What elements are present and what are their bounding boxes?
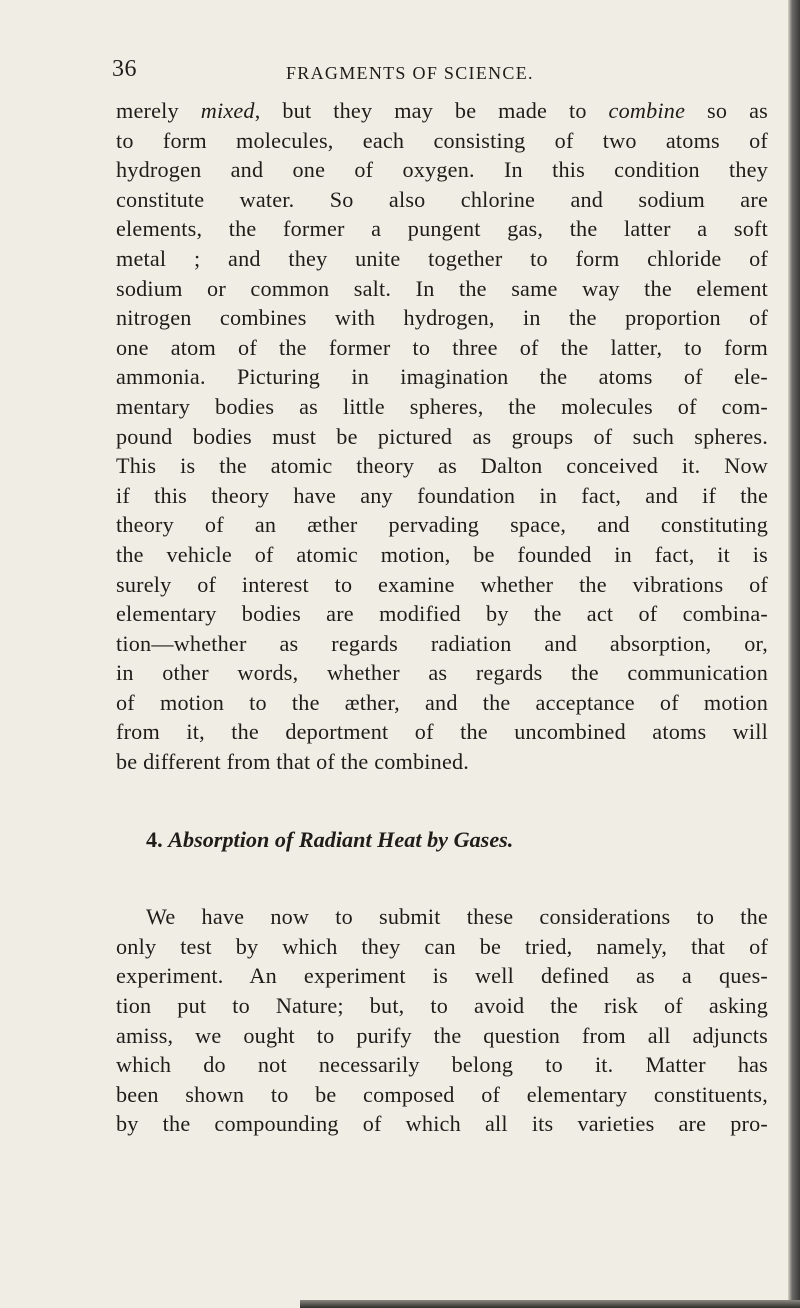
text-line: tion put to Nature; but, to avoid the risk of asking — [116, 993, 768, 1019]
emphasis-mixed: mixed — [200, 98, 255, 123]
text-line: if this theory have any foundation in fact, and if the — [116, 482, 768, 508]
text-line: merely mixed, but they may be made to combine so as — [116, 98, 768, 123]
text-line: nitrogen combines with hydrogen, in the proportion of — [116, 305, 768, 331]
text-line: elementary bodies are modified by the act of combina- — [116, 601, 768, 627]
running-title: FRAGMENTS OF SCIENCE. — [286, 63, 534, 83]
paragraph-continuation — [116, 96, 768, 777]
text-line: metal ; and they unite together to form chloride of — [116, 245, 768, 271]
book-edge-right — [788, 0, 800, 1308]
text-line: ammonia. Picturing in imagination the atoms of ele- — [116, 364, 768, 390]
text-line: amiss, we ought to purify the question from all adjuncts — [116, 1022, 768, 1048]
text-line: elements, the former a pungent gas, the latter a soft — [116, 216, 768, 242]
text-line: only test by which they can be tried, namely, that of — [116, 933, 768, 959]
paragraph-section-4 — [116, 902, 768, 1139]
text-line: constitute water. So also chlorine and sodium are — [116, 186, 768, 212]
text-line: from it, the deportment of the uncombined atoms will — [116, 719, 768, 745]
book-edge-bottom — [300, 1300, 800, 1308]
text-line: been shown to be composed of elementary constituents, — [116, 1081, 768, 1107]
text-line: theory of an æther pervading space, and constituting — [116, 512, 768, 538]
section-heading — [116, 825, 768, 855]
text-line: tion—whether as regards radiation and absorption, or, — [116, 630, 768, 656]
text-line: to form molecules, each consisting of two atoms of — [116, 127, 768, 153]
page-number: 36 — [112, 56, 137, 82]
text-line: which do not necessarily belong to it. Matter has — [116, 1052, 768, 1078]
text-line: experiment. An experiment is well defined as a ques- — [116, 963, 768, 989]
text-line: of motion to the æther, and the acceptance of motion — [116, 689, 768, 715]
text-line: sodium or common salt. In the same way the element — [116, 275, 768, 301]
section-number: 4. — [146, 826, 163, 852]
text-line: hydrogen and one of oxygen. In this condition they — [116, 157, 768, 183]
text-line: one atom of the former to three of the latter, to form — [116, 334, 768, 360]
text-line: We have now to submit these considerations to the — [146, 904, 768, 930]
section-title: Absorption of Radiant Heat by Gases. — [168, 826, 514, 852]
book-page — [112, 0, 768, 1139]
text-line: be different from that of the combined. — [116, 749, 470, 775]
text-line: by the compounding of which all its varieties are pro- — [116, 1111, 768, 1137]
text-line: the vehicle of atomic motion, be founded in fact, it is — [116, 541, 768, 567]
emphasis-combine: combine — [608, 98, 686, 123]
text-line: in other words, whether as regards the communication — [116, 660, 768, 686]
text-line: This is the atomic theory as Dalton conceived it. Now — [116, 453, 768, 479]
text-line: mentary bodies as little spheres, the molecules of com- — [116, 393, 768, 419]
text-line: surely of interest to examine whether the vibrations of — [116, 571, 768, 597]
text-line: pound bodies must be pictured as groups of such spheres. — [116, 423, 768, 449]
running-head — [112, 0, 768, 96]
